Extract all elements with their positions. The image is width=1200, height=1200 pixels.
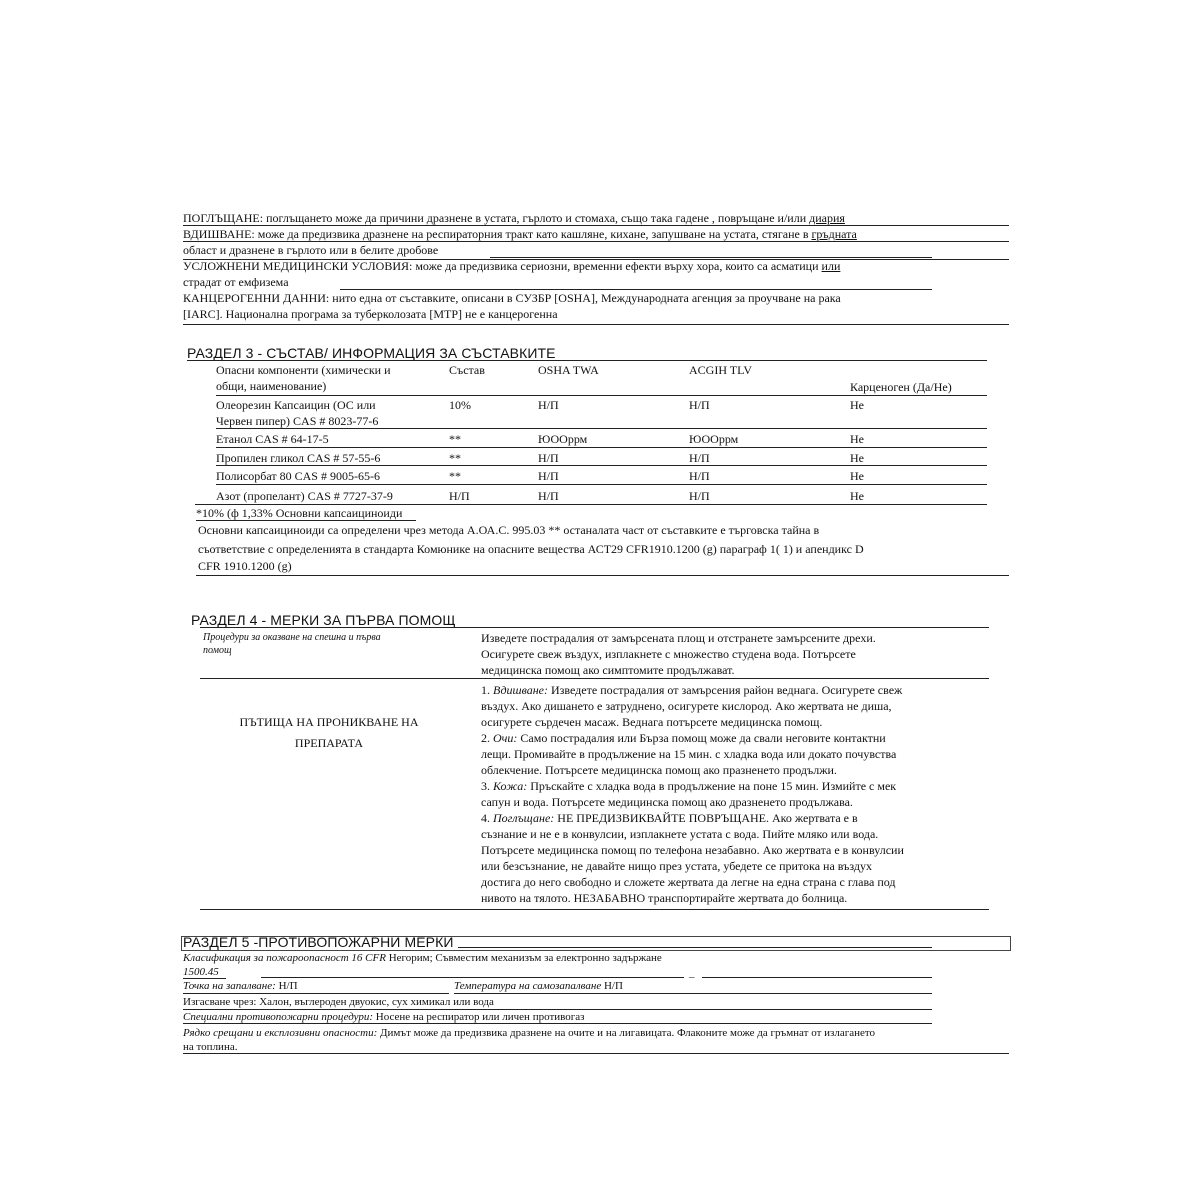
route-line: НЕ ПРЕДИЗВИКВАЙТЕ ПОВРЪЩАНЕ. Ако жертвата е в xyxy=(554,811,858,825)
rule xyxy=(196,520,416,521)
route-num: 3. xyxy=(481,779,493,793)
conditions-text: може да предизвика сериозни, временни ефекти върху хора, които са асматици xyxy=(412,259,822,273)
extinguish-label: Изгасване чрез: xyxy=(183,996,257,1008)
hazards-label: Рядко срещани и експлозивни опасности: xyxy=(183,1027,378,1039)
route-label: Кожа: xyxy=(493,779,528,793)
route-eyes xyxy=(481,730,904,746)
classification-text: Негорим; Съвместим механизъм за електронно задържане xyxy=(385,952,662,964)
route-num: 4. xyxy=(481,811,493,825)
table-row-1-carcinogen: Не xyxy=(850,398,864,412)
route-line: Само пострадалия или Бързa помощ може да свали неговите контактни xyxy=(517,731,886,745)
flash-label: Точка на запалване: xyxy=(183,980,276,992)
rule xyxy=(200,627,989,628)
header-carcinogen: Карценоген (Да/Не) xyxy=(850,380,952,394)
fill-line xyxy=(458,947,932,948)
conditions-line-2: страдат от емфизема xyxy=(183,275,289,289)
route-line: достига до него свободно и сложете жертвата да легне на една страна с глава под xyxy=(481,875,896,889)
classification-label: Класификация за пожароопасност 16 CFR xyxy=(183,952,386,964)
table-row-5-osha: Н/П xyxy=(538,489,559,503)
rule xyxy=(183,225,1009,226)
fill-line xyxy=(454,993,932,994)
route-skin xyxy=(481,778,904,794)
table-rule xyxy=(216,465,987,466)
conditions-tail: или xyxy=(821,259,841,273)
inhalation-label: ВДИШВАНЕ: xyxy=(183,227,255,241)
route-line: Изведете пострадалия от замърсения район веднага. Осигурете свеж xyxy=(548,683,903,697)
fill-line xyxy=(261,977,684,978)
route-line: лещи. Промивайте в продължение на 15 мин. с хладка вода или докато почувства xyxy=(481,747,897,761)
classification-code: 1500.45 xyxy=(183,966,219,978)
routes-label-1: ПЪТИЩА НА ПРОНИКВАНЕ НА xyxy=(239,715,419,729)
special-value: Носене на респиратор или личен противогаз xyxy=(373,1011,585,1023)
header-osha: OSHA TWA xyxy=(538,363,599,377)
footnote-4: CFR 1910.1200 (g) xyxy=(198,559,292,573)
rule xyxy=(196,575,1009,576)
route-label: Очи: xyxy=(493,731,518,745)
table-row-4-osha: Н/П xyxy=(538,469,559,483)
route-inhalation xyxy=(481,682,904,698)
header-component: Опасни компоненти (химически и xyxy=(216,363,391,377)
route-line: облекчение. Потърсете медицинска помощ ако празненето продължи. xyxy=(481,763,837,777)
table-row-2-composition: ** xyxy=(449,432,461,446)
rule xyxy=(183,324,1009,325)
section-5-title: РАЗДЕЛ 5 -ПРОТИВОПОЖАРНИ МЕРКИ xyxy=(183,934,454,950)
carcino-label: КАНЦЕРОГЕННИ ДАННИ: xyxy=(183,291,330,305)
rule xyxy=(183,241,1009,242)
routes-label-2: ПРЕПАРАТА xyxy=(294,736,364,750)
emergency-label-2: помощ xyxy=(203,645,232,656)
autoignition-label: Температура на самозапалване xyxy=(454,980,602,992)
rule xyxy=(187,360,987,361)
extinguish-value: Халон, въглероден двуокис, сух химикал или вода xyxy=(256,996,494,1008)
table-row-4-name: Полисорбат 80 CAS # 9005-65-6 xyxy=(216,469,380,483)
header-composition: Състав xyxy=(449,363,485,377)
table-row-2-acgih: ЮООррм xyxy=(689,432,739,446)
classification-line xyxy=(183,951,662,965)
fill-line xyxy=(183,1023,932,1024)
header-component-2: общи, наименование) xyxy=(216,379,327,393)
fill-line xyxy=(183,993,449,994)
table-row-2-name: Етанол CAS # 64-17-5 xyxy=(216,432,329,446)
ingestion-label: ПОГЛЪЩАНЕ: xyxy=(183,211,264,225)
table-rule xyxy=(216,447,987,448)
footnote-1: *10% (ф 1,33% Основни капсаициноиди xyxy=(196,506,403,520)
fill-line xyxy=(490,257,932,258)
dash: _ xyxy=(689,967,695,979)
footnote-3: съответствие с определенията в стандарта Комюнике на опасните вещества АСТ29 CFR1910.1200 (g) параграф 1( 1) и апендикс D xyxy=(198,542,864,556)
special-label: Специални противопожарни процедури: xyxy=(183,1011,374,1023)
route-line: сапун и вода. Потърсете медицинска помощ ако дразненето продължава. xyxy=(481,795,853,809)
top-hazard-block xyxy=(183,210,1013,322)
route-line: въздух. Ако дишането е затруднено, осигурете кислород. Ако жертвата не диша, xyxy=(481,699,892,713)
route-line: съзнание и не е в конвулсии, изплакнете устата с вода. Пийте мляко или вода. xyxy=(481,827,879,841)
route-line: Потърсете медицинска помощ по телефона незабавно. Ако жертвата е в конвулсии xyxy=(481,843,904,857)
table-row-1-name-2: Червен пипер) CAS # 8023-77-6 xyxy=(216,414,379,428)
hazards-line-2: на топлина. xyxy=(183,1041,238,1053)
table-row-3-composition: ** xyxy=(449,451,461,465)
inhalation-tail: гръдната xyxy=(811,227,857,241)
route-line: нивото на тялото. НЕЗАБАВНО транспортирайте жертвата до болница. xyxy=(481,891,848,905)
conditions-label: УСЛОЖНЕНИ МЕДИЦИНСКИ УСЛОВИЯ: xyxy=(183,259,413,273)
inhalation-line xyxy=(183,226,1013,242)
table-row-2-carcinogen: Не xyxy=(850,432,864,446)
rule xyxy=(200,909,989,910)
ingestion-line xyxy=(183,210,1013,226)
route-line: осигурете сърдечен масаж. Веднага потърсете медицинска помощ. xyxy=(481,715,823,729)
table-row-3-acgih: Н/П xyxy=(689,451,710,465)
carcino-text: нито една от съставките, описани в СУЗБР [OSHA], Международната агенция за проучване на рака xyxy=(329,291,841,305)
table-rule xyxy=(216,428,987,429)
emergency-label: Процедури за оказване на спешна и първа xyxy=(203,632,381,643)
emergency-text-2: Осигурете свеж въздух, изплакнете с множество студена вода. Потърсете xyxy=(481,647,856,661)
table-row-1-name: Олеорезин Капсаицин (ОС или xyxy=(216,398,376,412)
table-row-3-name: Пропилен гликол CAS # 57-55-6 xyxy=(216,451,381,465)
flash-point xyxy=(183,979,298,993)
table-row-4-carcinogen: Не xyxy=(850,469,864,483)
footnote-2: Основни капсаициноиди са определени чрез метода А.ОА.С. 995.03 ** останалата част от съставките е търговска тайна в xyxy=(198,523,820,537)
table-row-5-carcinogen: Не xyxy=(850,489,864,503)
route-line: Пръскайте с хладка вода в продължение на поне 15 мин. Измийте с мек xyxy=(527,779,897,793)
table-row-1-acgih: Н/П xyxy=(689,398,710,412)
rule xyxy=(183,1053,1009,1054)
emergency-text-3: медицинска помощ ако симптомите продължават. xyxy=(481,663,735,677)
table-rule xyxy=(216,484,987,485)
route-label: Поглъщане: xyxy=(493,811,555,825)
section-3-title: РАЗДЕЛ 3 - СЪСТАВ/ ИНФОРМАЦИЯ ЗА СЪСТАВКИТЕ xyxy=(187,345,556,361)
rule xyxy=(200,678,989,679)
route-label: Вдишване: xyxy=(493,683,549,697)
hazards-value: Димът може да предизвика дразнене на очите и на лигавицата. Флаконите може да гръмнат от излагането xyxy=(377,1027,876,1039)
inhalation-text: може да предизвика дразнене на респираторния тракт като кашляне, кихане, запушване на устата, стягане в xyxy=(254,227,812,241)
fill-line xyxy=(702,977,932,978)
route-num: 1. xyxy=(481,683,493,697)
route-line: или безсъзнание, не давайте нищо през устата, убедете се притока на въздух xyxy=(481,859,872,873)
autoignition xyxy=(454,979,623,993)
route-num: 2. xyxy=(481,731,493,745)
special-line xyxy=(183,1010,585,1024)
rule xyxy=(183,259,1009,260)
ingestion-text: поглъщането може да причини дразнене в устата, гърлото и стомаха, също така гадене , повръщане и/или xyxy=(263,211,810,225)
table-row-1-composition: 10% xyxy=(449,398,471,412)
table-row-2-osha: ЮООррм xyxy=(538,432,588,446)
table-row-5-acgih: Н/П xyxy=(689,489,710,503)
fill-line xyxy=(340,289,932,290)
autoignition-value: Н/П xyxy=(601,980,623,992)
table-rule xyxy=(216,395,987,396)
inhalation-line-2: област и дразнене в гърлото или в белите дробове xyxy=(183,243,439,257)
route-ingestion xyxy=(481,810,904,826)
section-4-title: РАЗДЕЛ 4 - МЕРКИ ЗА ПЪРВА ПОМОЩ xyxy=(191,612,456,628)
flash-value: Н/П xyxy=(275,980,298,992)
routes-label xyxy=(200,714,458,751)
table-row-1-osha: Н/П xyxy=(538,398,559,412)
hazards-line xyxy=(183,1026,875,1040)
carcino-line-2: [IARC]. Национална програма за туберколозата [МТР] не е канцерогенна xyxy=(183,307,558,321)
table-row-3-osha: Н/П xyxy=(538,451,559,465)
conditions-line xyxy=(183,258,1013,274)
table-row-5-composition: Н/П xyxy=(449,489,470,503)
carcino-line xyxy=(183,290,1013,306)
header-acgih: ACGIH TLV xyxy=(689,363,753,377)
extinguish-line xyxy=(183,995,494,1009)
table-row-4-composition: ** xyxy=(449,469,461,483)
routes-text xyxy=(481,682,904,906)
emergency-text-1: Изведете пострадалия от замърсената площ и отстранете замърсените дрехи. xyxy=(481,631,876,645)
emergency-text xyxy=(481,630,876,678)
table-row-5-name: Азот (пропелант) CAS # 7727-37-9 xyxy=(216,489,393,503)
ingestion-tail: диария xyxy=(809,211,845,225)
table-row-4-acgih: Н/П xyxy=(689,469,710,483)
table-row-3-carcinogen: Не xyxy=(850,451,864,465)
